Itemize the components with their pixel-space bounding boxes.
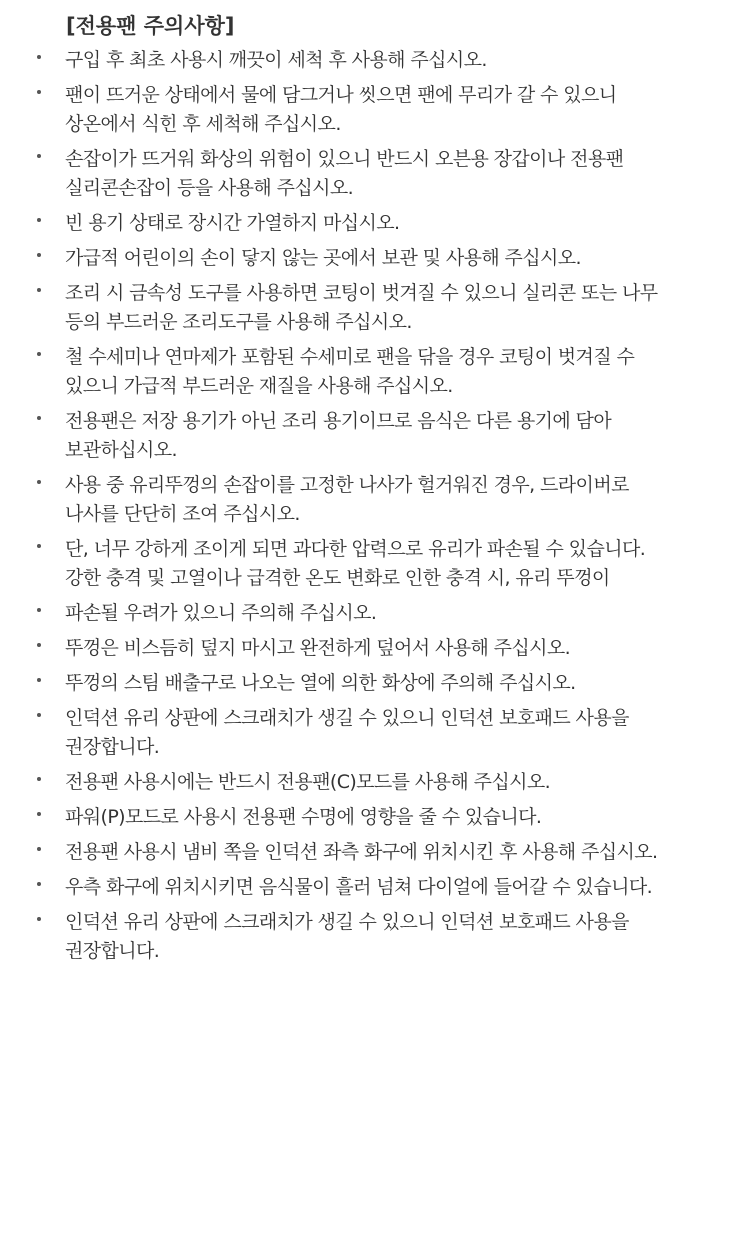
bullet-dot-icon [37, 544, 41, 548]
precaution-text-line: 있으니 가급적 부드러운 재질을 사용해 주십시오. [65, 375, 453, 397]
precaution-text-line: 철 수세미나 연마제가 포함된 수세미로 팬을 닦을 경우 코팅이 벗겨질 수 [65, 346, 635, 368]
precaution-item [0, 343, 750, 401]
precaution-item [0, 768, 750, 797]
precaution-text-line: 전용팬은 저장 용기가 아닌 조리 용기이므로 음식은 다른 용기에 담아 [65, 410, 612, 432]
precautions-title: [전용팬 주의사항] [66, 14, 235, 38]
precaution-item [0, 279, 750, 337]
bullet-dot-icon [37, 352, 41, 356]
precaution-text-line: 손잡이가 뜨거워 화상의 위험이 있으니 반드시 오븐용 장갑이나 전용팬 [65, 148, 624, 170]
precaution-text-line: 강한 충격 및 고열이나 급격한 온도 변화로 인한 충격 시, 유리 뚜껑이 [65, 567, 610, 589]
precaution-text-line: 파워(P)모드로 사용시 전용팬 수명에 영향을 줄 수 있습니다. [65, 806, 542, 828]
bullet-dot-icon [37, 288, 41, 292]
precaution-text-line: 인덕션 유리 상판에 스크래치가 생길 수 있으니 인덕션 보호패드 사용을 [65, 911, 629, 933]
bullet-dot-icon [37, 847, 41, 851]
bullet-dot-icon [37, 777, 41, 781]
precaution-text-line: 뚜껑의 스팀 배출구로 나오는 열에 의한 화상에 주의해 주십시오. [65, 672, 576, 694]
precaution-text-line: 권장합니다. [65, 736, 160, 758]
bullet-dot-icon [37, 713, 41, 717]
precaution-text-line: 뚜껑은 비스듬히 덮지 마시고 완전하게 덮어서 사용해 주십시오. [65, 637, 571, 659]
precaution-text-line: 파손될 우려가 있으니 주의해 주십시오. [65, 602, 377, 624]
precaution-text-line: 빈 용기 상태로 장시간 가열하지 마십시오. [65, 212, 400, 234]
bullet-dot-icon [37, 416, 41, 420]
precaution-item [0, 873, 750, 902]
bullet-dot-icon [37, 480, 41, 484]
precaution-item [0, 599, 750, 628]
precaution-item [0, 803, 750, 832]
precaution-text-line: 실리콘손잡이 등을 사용해 주십시오. [65, 177, 354, 199]
bullet-dot-icon [37, 608, 41, 612]
precaution-text-line: 조리 시 금속성 도구를 사용하면 코팅이 벗겨질 수 있으니 실리콘 또는 나무 [65, 282, 658, 304]
precaution-item [0, 244, 750, 273]
bullet-dot-icon [37, 678, 41, 682]
precaution-item [0, 145, 750, 203]
precaution-text-line: 가급적 어린이의 손이 닿지 않는 곳에서 보관 및 사용해 주십시오. [65, 247, 582, 269]
precautions-list [0, 46, 750, 966]
precaution-item [0, 908, 750, 966]
bullet-dot-icon [37, 643, 41, 647]
precaution-item [0, 81, 750, 139]
precaution-text-line: 전용팬 사용시 냄비 쪽을 인덕션 좌측 화구에 위치시킨 후 사용해 주십시오. [65, 841, 658, 863]
bullet-dot-icon [37, 55, 41, 59]
precaution-text-line: 우측 화구에 위치시키면 음식물이 흘러 넘쳐 다이얼에 들어갈 수 있습니다. [65, 876, 653, 898]
precaution-text-line: 보관하십시오. [65, 439, 177, 461]
bullet-dot-icon [37, 253, 41, 257]
bullet-dot-icon [37, 154, 41, 158]
precaution-text-line: 전용팬 사용시에는 반드시 전용팬(C)모드를 사용해 주십시오. [65, 771, 551, 793]
precaution-item [0, 471, 750, 529]
precaution-item [0, 535, 750, 593]
precaution-text-line: 팬이 뜨거운 상태에서 물에 담그거나 씻으면 팬에 무리가 갈 수 있으니 [65, 84, 617, 106]
bullet-dot-icon [37, 917, 41, 921]
precaution-text-line: 나사를 단단히 조여 주십시오. [65, 503, 300, 525]
precaution-item [0, 669, 750, 698]
precaution-item [0, 634, 750, 663]
precaution-item [0, 209, 750, 238]
precaution-text-line: 사용 중 유리뚜껑의 손잡이를 고정한 나사가 헐거워진 경우, 드라이버로 [65, 474, 629, 496]
precaution-text-line: 상온에서 식힌 후 세척해 주십시오. [65, 113, 341, 135]
bullet-dot-icon [37, 90, 41, 94]
precaution-item [0, 704, 750, 762]
bullet-dot-icon [37, 882, 41, 886]
precaution-text-line: 구입 후 최초 사용시 깨끗이 세척 후 사용해 주십시오. [65, 49, 487, 71]
precaution-item [0, 46, 750, 75]
bullet-dot-icon [37, 218, 41, 222]
bullet-dot-icon [37, 812, 41, 816]
precaution-text-line: 인덕션 유리 상판에 스크래치가 생길 수 있으니 인덕션 보호패드 사용을 [65, 707, 629, 729]
precaution-item [0, 838, 750, 867]
precaution-text-line: 등의 부드러운 조리도구를 사용해 주십시오. [65, 311, 412, 333]
precaution-item [0, 407, 750, 465]
precaution-text-line: 단, 너무 강하게 조이게 되면 과다한 압력으로 유리가 파손될 수 있습니다. [65, 538, 646, 560]
precaution-text-line: 권장합니다. [65, 940, 160, 962]
